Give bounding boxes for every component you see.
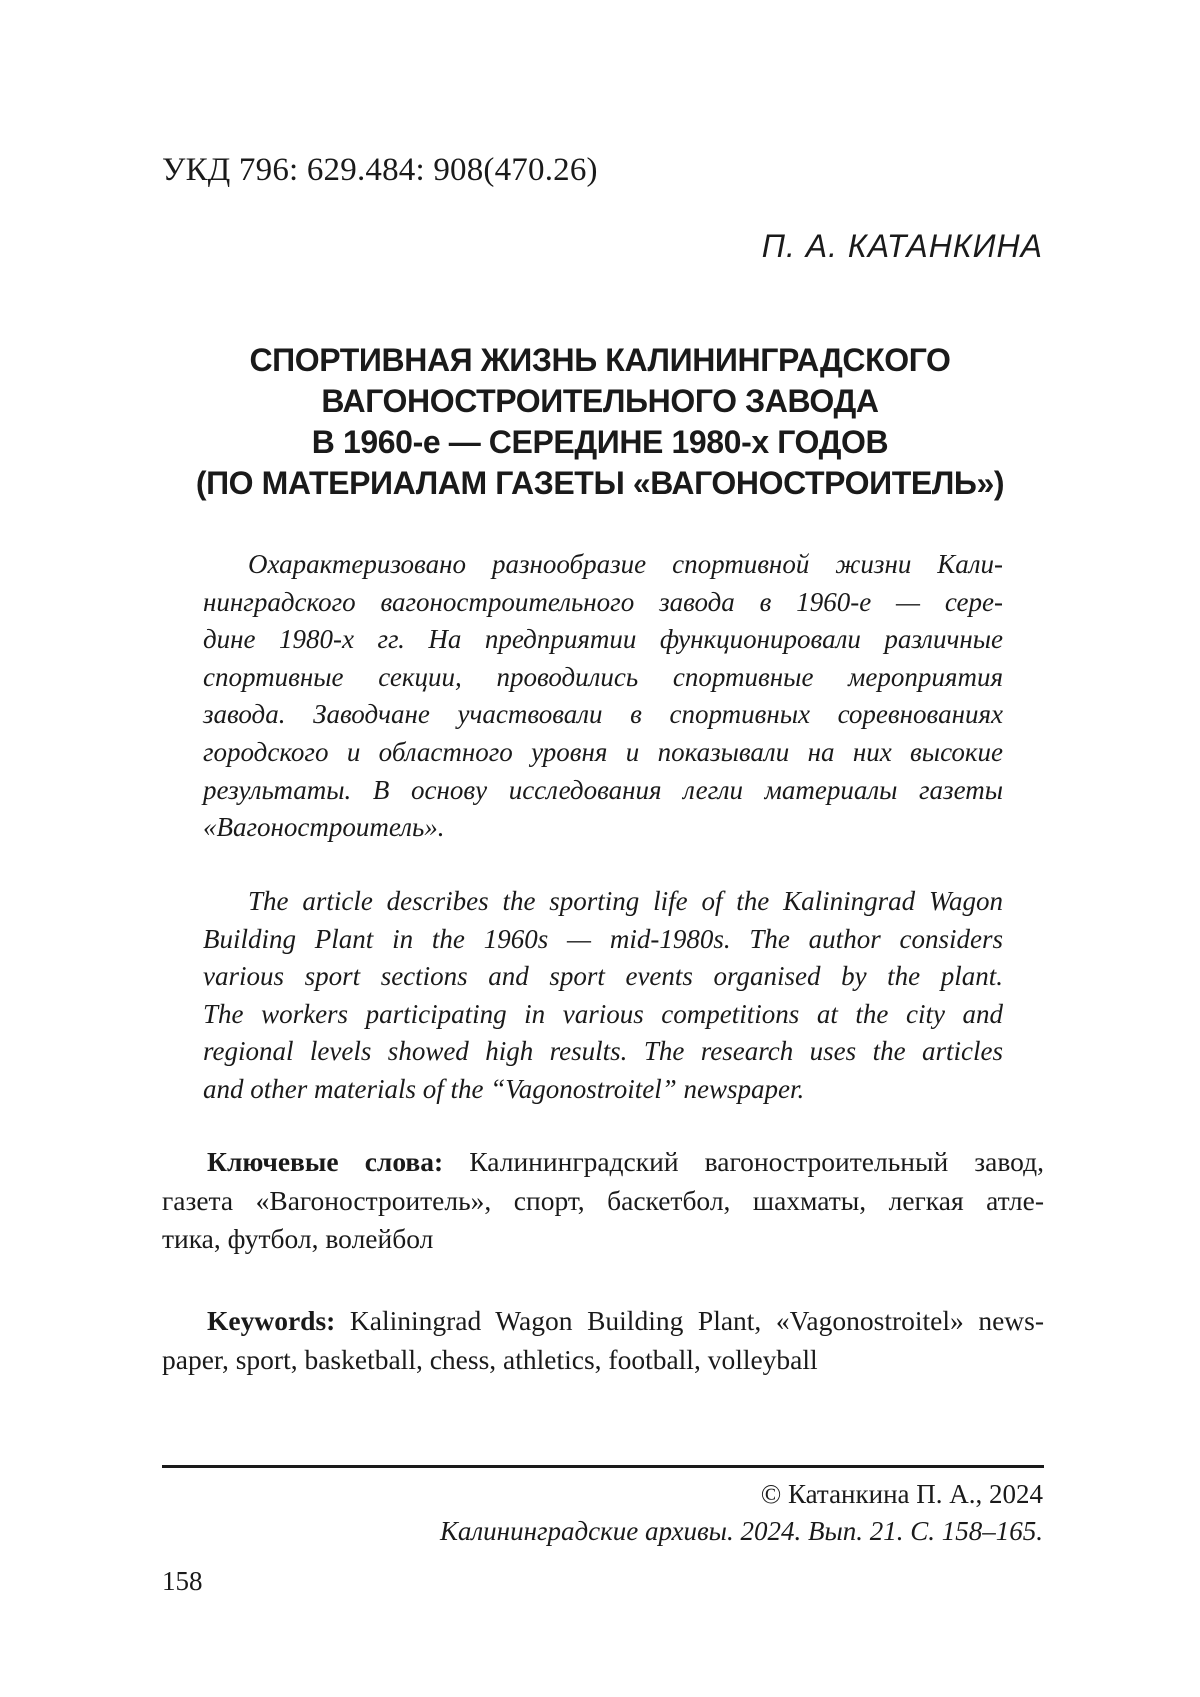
abstract-line: The workers participating in various competitions at the city and xyxy=(203,998,1003,1029)
abstract-line: городского и областного уровня и показывали на них высокие xyxy=(203,736,1003,767)
abstract-line: спортивные секции, проводились спортивные мероприятия xyxy=(203,661,1003,692)
title-line: ВАГОНОСТРОИТЕЛЬНОГО ЗАВОДА xyxy=(321,383,879,419)
abstract-line: дине 1980-х гг. На предприятии функционировали различные xyxy=(203,624,1003,655)
abstract-english xyxy=(203,883,1003,1109)
keywords-text: Калининградский вагоностроительный завод, xyxy=(443,1146,1044,1177)
title-line: (ПО МАТЕРИАЛАМ ГАЗЕТЫ «ВАГОНОСТРОИТЕЛЬ») xyxy=(195,465,1005,501)
keywords-label: Ключевые слова: xyxy=(207,1146,444,1177)
abstract-line: regional levels showed high results. The research uses the articles xyxy=(203,1036,1003,1067)
title-line: СПОРТИВНАЯ ЖИЗНЬ КАЛИНИНГРАДСКОГО xyxy=(249,342,951,378)
page-number: 158 xyxy=(162,1566,203,1596)
abstract-line: «Вагоностроитель». xyxy=(203,812,445,843)
footer-divider xyxy=(162,1465,1044,1468)
keywords-line xyxy=(162,1143,1044,1182)
keywords-label: Keywords: xyxy=(207,1305,336,1336)
keywords-text: Kaliningrad Wagon Building Plant, «Vagonostroitel» news- xyxy=(335,1305,1044,1336)
abstract-line: нинградского вагоностроительного завода в 1960-е — сере- xyxy=(203,586,1003,617)
abstract-russian xyxy=(203,546,1003,847)
keywords-russian xyxy=(162,1143,1044,1259)
abstract-line: Охарактеризовано разнообразие спортивной жизни Кали- xyxy=(248,549,1003,579)
author-name: П. А. КАТАНКИНА xyxy=(761,228,1043,264)
keywords-english xyxy=(162,1302,1044,1379)
abstract-line: Building Plant in the 1960s — mid-1980s. The author considers xyxy=(203,923,1003,954)
udc-code: УКД 796: 629.484: 908(470.26) xyxy=(162,152,598,188)
abstract-line: and other materials of the “Vagonostroitel” newspaper. xyxy=(203,1073,805,1104)
title-line: В 1960-е — СЕРЕДИНЕ 1980-х ГОДОВ xyxy=(311,424,889,460)
abstract-line: The article describes the sporting life of the Kaliningrad Wagon xyxy=(248,886,1003,916)
keywords-line: paper, sport, basketball, chess, athletics, football, volleyball xyxy=(162,1343,818,1375)
abstract-line: результаты. В основу исследования легли материалы газеты xyxy=(203,774,1003,805)
keywords-line: тика, футбол, волейбол xyxy=(162,1223,434,1254)
abstract-line: various sport sections and sport events organised by the plant. xyxy=(203,961,1003,992)
journal-citation: Калининградские архивы. 2024. Вып. 21. С. 158–165. xyxy=(439,1516,1043,1546)
keywords-line xyxy=(162,1302,1044,1341)
article-title xyxy=(130,340,1070,504)
abstract-line: завода. Заводчане участвовали в спортивных соревнованиях xyxy=(203,699,1003,730)
keywords-line: газета «Вагоностроитель», спорт, баскетбол, шахматы, легкая атле- xyxy=(162,1184,1044,1216)
copyright-notice: © Катанкина П. А., 2024 xyxy=(760,1479,1043,1509)
